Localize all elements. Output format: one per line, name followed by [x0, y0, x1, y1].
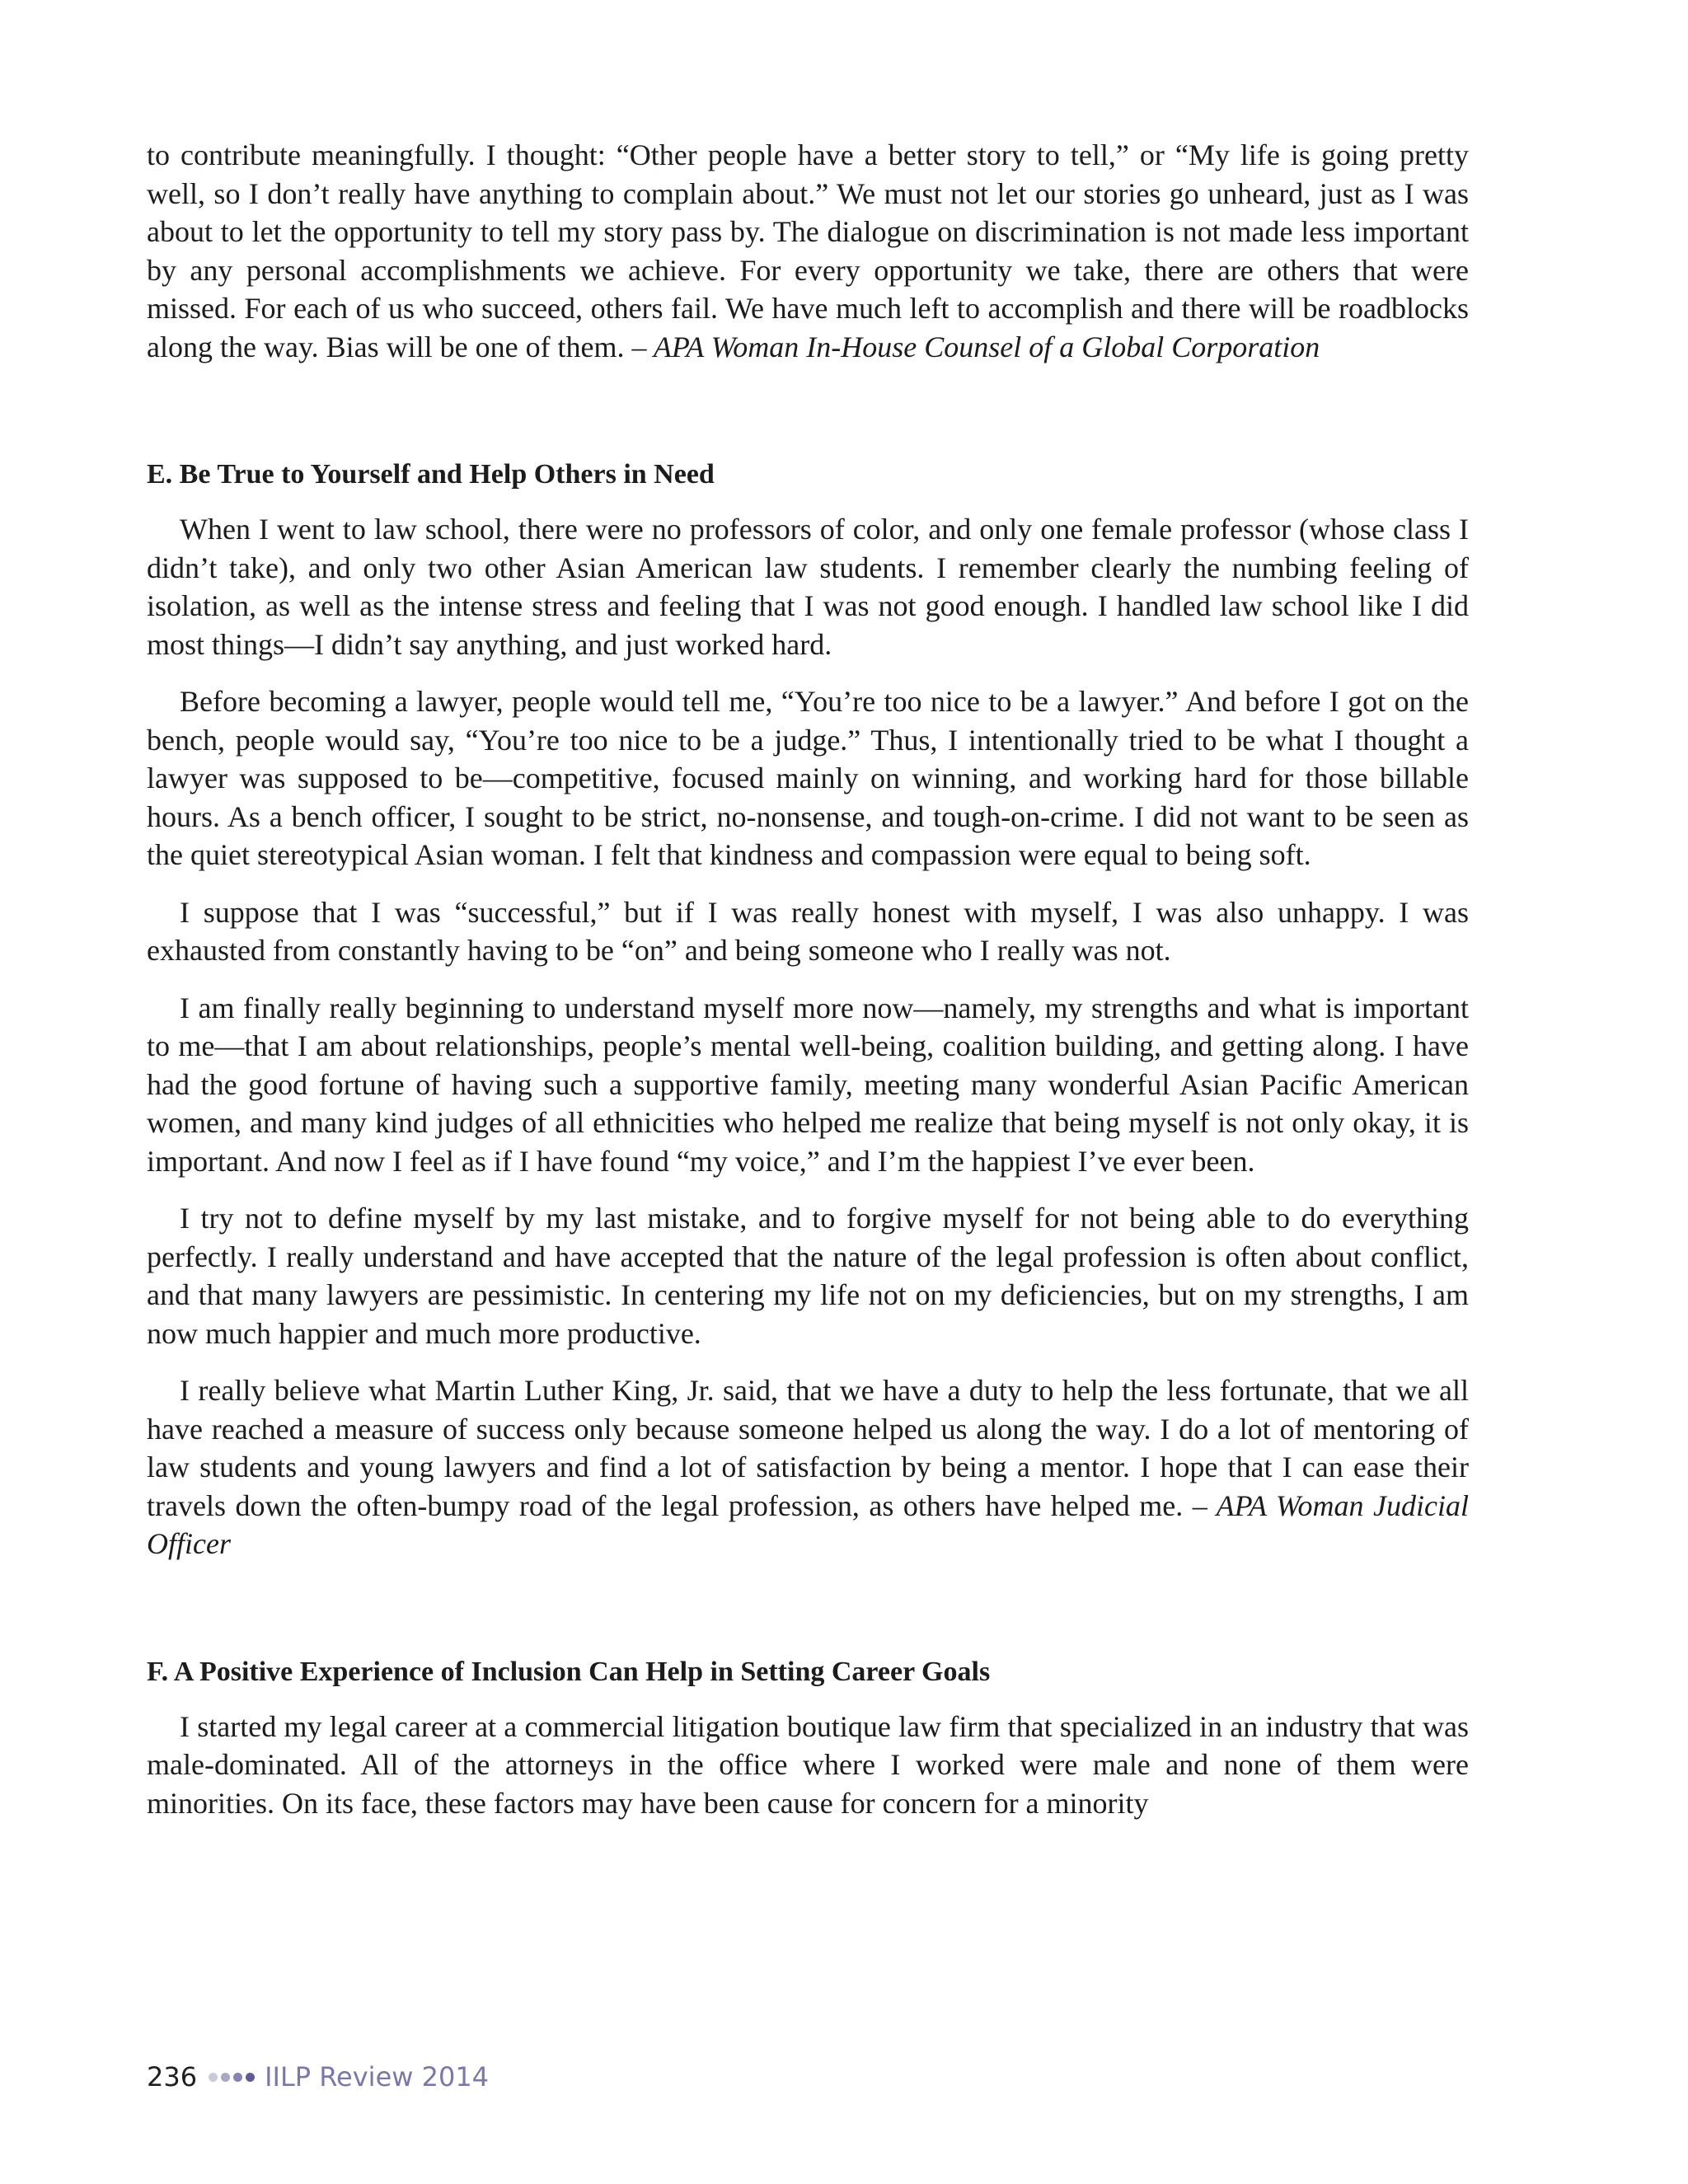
footer-dot-icon: [246, 2073, 255, 2082]
footer-dot-icon: [209, 2073, 218, 2082]
section-e-paragraph-5: I try not to define myself by my last mistake, and to forgive myself for not being able to do everything perfectly. I really understand and have accepted that the nature of the legal profession is often about conflict, and that many lawyers are pessimistic. In centering my life not on my deficiencies, but on my strengths, I am now much happier and much more productive.: [147, 1202, 1469, 1350]
section-e-paragraph-4: I am finally really beginning to understand myself more now—namely, my strengths and what is important to me—that I am about relationships, people’s mental well-being, coalition building, and getting along. I have had the good fortune of having such a supportive family, meeting many wonderful Asian Pacific American women, and many kind judges of all ethnicities who helped me realize that being myself is not only okay, it is important. And now I feel as if I have found “my voice,” and I’m the happiest I’ve ever been.: [147, 991, 1469, 1178]
page-number: 236: [147, 2061, 198, 2093]
intro-paragraph: [147, 136, 1469, 366]
journal-title: IILP Review 2014: [265, 2061, 490, 2093]
page-footer: [147, 2060, 489, 2093]
section-e-heading: E. Be True to Yourself and Help Others in Need: [147, 459, 715, 490]
section-f-heading: F. A Positive Experience of Inclusion Can Help in Setting Career Goals: [147, 1656, 991, 1687]
intro-text: to contribute meaningfully. I thought: “Other people have a better story to tell,” or “My life is going pretty well, so I don’t really have anything to complain about.” We must not let our stories go unheard, just as I was about to let the opportunity to tell my story pass by. The dialogue on discrimination is not made less important by any personal accomplishments we achieve. For every opportunity we take, there are others that were missed. For each of us who succeed, others fail. We have much left to accomplish and there will be roadblocks along the way. Bias will be one of them.: [147, 138, 1469, 363]
section-e-paragraph-6-text: I really believe what Martin Luther King, Jr. said, that we have a duty to help the less fortunate, that we all have reached a measure of success only because someone helped us along the way. I do a lot of mentoring of law students and young lawyers and find a lot of satisfaction by being a mentor. I hope that I can ease their travels down the often-bumpy road of the legal profession, as others have helped me.: [147, 1374, 1469, 1522]
section-f-paragraph-1: I started my legal career at a commercial litigation boutique law firm that specialized in an industry that was male-dominated. All of the attorneys in the office where I worked were male and none of them were minorities. On its face, these factors may have been cause for concern for a minority: [147, 1709, 1469, 1820]
footer-dots: [209, 2073, 258, 2082]
page-content: [147, 136, 1469, 1822]
section-e-attribution: – APA Woman Judicial Officer: [147, 1488, 1469, 1560]
footer-dot-icon: [233, 2073, 242, 2082]
section-e-paragraph-6: [147, 1371, 1469, 1563]
intro-attribution: – APA Woman In-House Counsel of a Global Corporation: [631, 330, 1320, 363]
section-e-paragraph-3: I suppose that I was “successful,” but if I was really honest with myself, I was also unhappy. I was exhausted from constantly having to be “on” and being someone who I really was not.: [147, 895, 1469, 967]
section-e-paragraph-2: Before becoming a lawyer, people would tell me, “You’re too nice to be a lawyer.” And before I got on the bench, people would say, “You’re too nice to be a judge.” Thus, I intentionally tried to be what I thought a lawyer was supposed to be—competitive, focused mainly on winning, and working hard for those billable hours. As a bench officer, I sought to be strict, no-nonsense, and tough-on-crime. I did not want to be seen as the quiet stereotypical Asian woman. I felt that kindness and compassion were equal to being soft.: [147, 685, 1469, 871]
footer-dot-icon: [221, 2073, 230, 2082]
section-e-paragraph-1: When I went to law school, there were no professors of color, and only one female professor (whose class I didn’t take), and only two other Asian American law students. I remember clearly the numbing feeling of isolation, as well as the intense stress and feeling that I was not good enough. I handled law school like I did most things—I didn’t say anything, and just worked hard.: [147, 513, 1469, 661]
